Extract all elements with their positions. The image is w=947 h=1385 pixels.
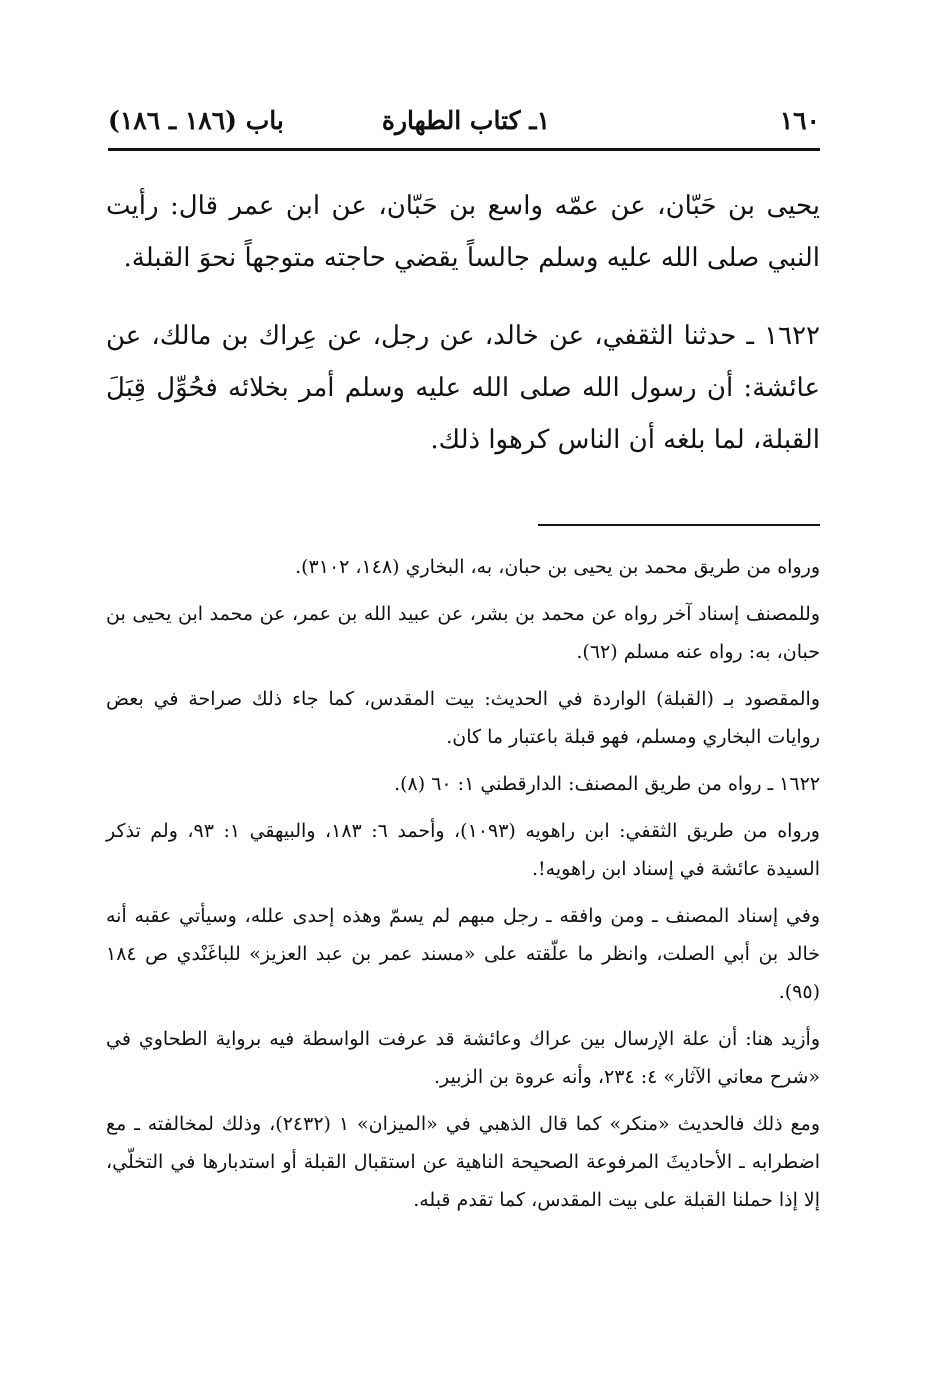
footnote-paragraph: وأزيد هنا: أن علة الإرسال بين عراك وعائشة قد عرفت الواسطة فيه برواية الطحاوي في «شرح معاني الآثار» ٤: ٢٣٤، وأنه عروة بن الزبير.	[106, 1028, 820, 1088]
book-title: ١ـ كتاب الطهارة	[381, 106, 550, 135]
footnote-paragraph: ومع ذلك فالحديث «منكر» كما قال الذهبي في «الميزان» ١ (٢٤٣٢)، وذلك لمخالفته ـ مع اضطرابه ـ الأحاديثَ المرفوعة الصحيحة الناهية عن استقبال القبلة أو استدبارها في التخلّي، إلا إذا حملنا القبلة على بيت المقدس، كما تقدم قبله.	[106, 1113, 821, 1211]
header-rule	[108, 148, 820, 151]
footnote-paragraph: ورواه من طريق الثقفي: ابن راهويه (١٠٩٣)، وأحمد ٦: ١٨٣، والبيهقي ١: ٩٣، ولم تذكر السيدة عائشة في إسناد ابن راهويه!.	[106, 820, 820, 880]
page-number: ١٦٠	[779, 106, 820, 135]
main-paragraph: يحيى بن حَبّان، عن عمّه واسع بن حَبّان، عن ابن عمر قال: رأيت النبي صلى الله عليه وسلم جالساً يقضي حاجته متوجهاً نحوَ القبلة.	[106, 191, 820, 273]
footnote-paragraph: والمقصود بـ (القبلة) الواردة في الحديث: بيت المقدس، كما جاء ذلك صراحة في بعض روايات البخاري ومسلم، فهو قبلة باعتبار ما كان.	[106, 688, 820, 748]
footnote-paragraph: ١٦٢٢ ـ رواه من طريق المصنف: الدارقطني ١: ٦٠ (٨).	[394, 773, 820, 795]
footnote-paragraph: وفي إسناد المصنف ـ ومن وافقه ـ رجل مبهم لم يسمّ وهذه إحدى علله، وسيأتي عقبه أنه خالد بن أبي الصلت، وانظر ما علّقته على «مسند عمر بن عبد العزيز» للباغَنْدي ص ١٨٤ (٩٥).	[106, 905, 820, 1003]
footnote-separator	[538, 524, 820, 526]
chapter-title: باب (١٨٦ ـ ١٨٦)	[108, 106, 284, 135]
footnote-paragraph: ورواه من طريق محمد بن يحيى بن حبان، به، البخاري (١٤٨، ٣١٠٢).	[295, 556, 820, 578]
footnotes	[106, 548, 820, 1228]
main-text	[106, 180, 820, 492]
footnote-paragraph: وللمصنف إسناد آخر رواه عن محمد بن بشر، عن عبيد الله بن عمر، عن محمد ابن يحيى بن حبان، به: رواه عنه مسلم (٦٢).	[106, 603, 820, 663]
hadith-paragraph: ١٦٢٢ ـ حدثنا الثقفي، عن خالد، عن رجل، عن عِراك بن مالك، عن عائشة: أن رسول الله صلى الله عليه وسلم أمر بخلائه فحُوِّل قِبَلَ القبلة، لما بلغه أن الناس كرهوا ذلك.	[106, 321, 820, 455]
running-header	[108, 104, 820, 144]
